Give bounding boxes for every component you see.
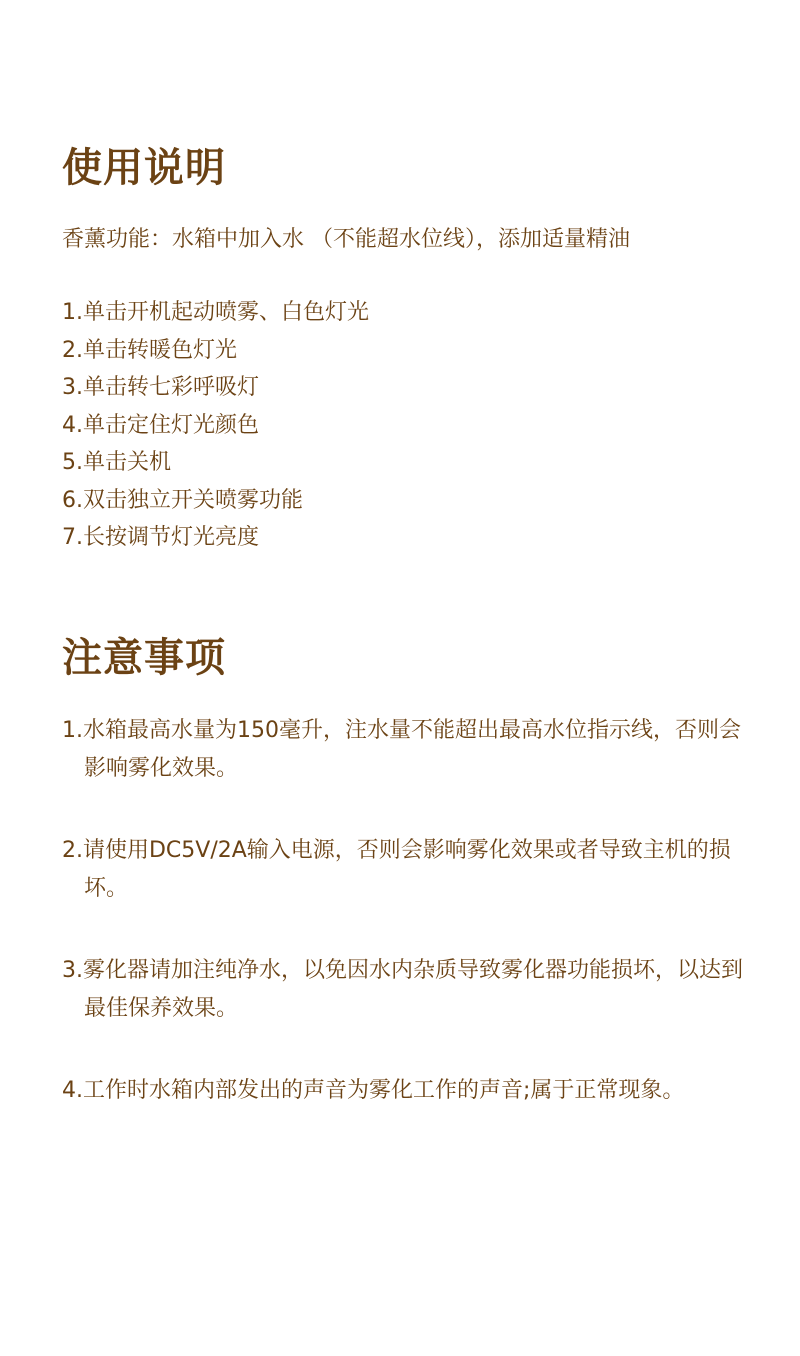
precaution-item: 3.雾化器请加注纯净水，以免因水内杂质导致雾化器功能损坏，以达到最佳保养效果。 bbox=[62, 958, 743, 1021]
operation-steps-list bbox=[62, 298, 369, 561]
operation-step: 1.单击开机起动喷雾、白色灯光 bbox=[62, 300, 369, 325]
operation-step: 7.长按调节灯光亮度 bbox=[62, 525, 259, 550]
usage-instructions-title: 使用说明 bbox=[62, 145, 226, 191]
operation-step: 6.双击独立开关喷雾功能 bbox=[62, 487, 303, 513]
precaution-item: 1.水箱最高水量为150毫升，注水量不能超出最高水位指示线，否则会影响雾化效果。 bbox=[62, 718, 741, 781]
operation-step: 5.单击关机 bbox=[62, 450, 171, 475]
precautions-title: 注意事项 bbox=[62, 635, 226, 681]
operation-step: 2.单击转暖色灯光 bbox=[62, 337, 237, 363]
operation-step: 4.单击定住灯光颜色 bbox=[62, 412, 259, 438]
precaution-item: 2.请使用DC5V/2A输入电源，否则会影响雾化效果或者导致主机的损坏。 bbox=[62, 838, 731, 901]
operation-step: 3.单击转七彩呼吸灯 bbox=[62, 375, 259, 400]
aroma-function-intro: 香薰功能：水箱中加入水 （不能超水位线），添加适量精油 bbox=[62, 227, 630, 252]
precaution-item: 4.工作时水箱内部发出的声音为雾化工作的声音;属于正常现象。 bbox=[62, 1078, 685, 1103]
precautions-list bbox=[62, 712, 762, 1154]
